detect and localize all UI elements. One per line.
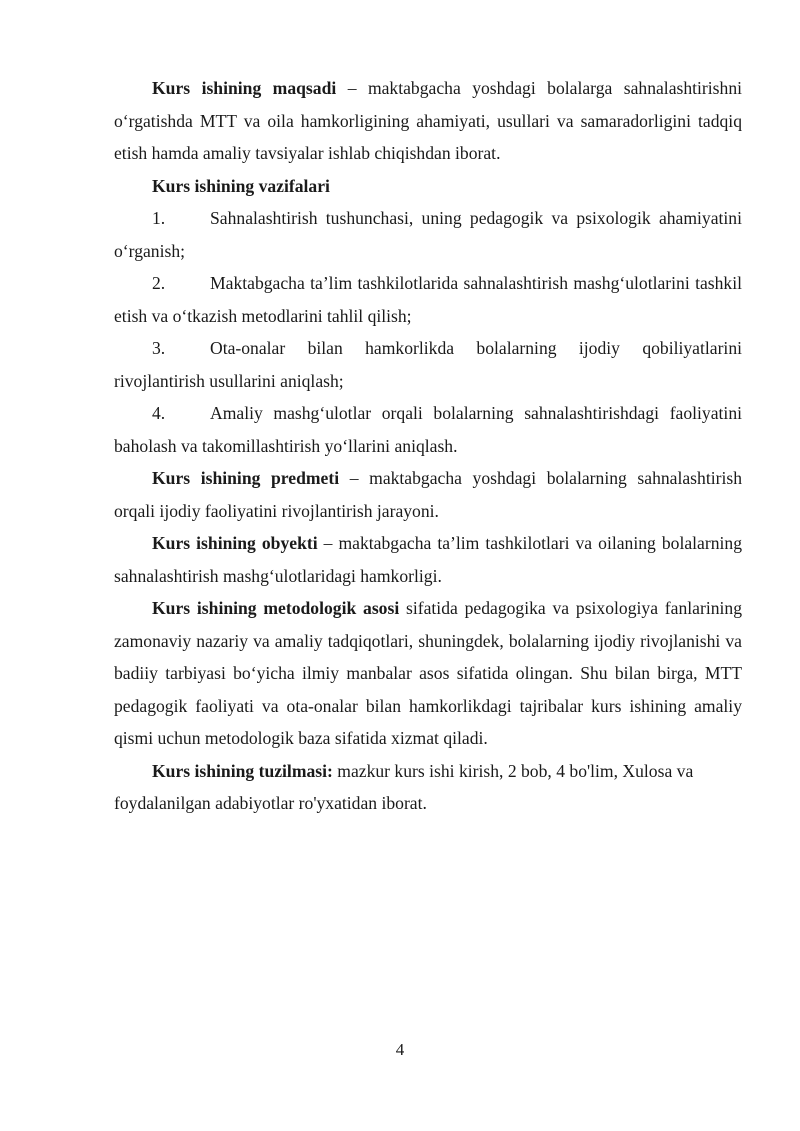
task-text: Maktabgacha ta’lim tashkilotlarida sahnalashtirish mashg‘ulotlarini tashkil etish va o‘tkazish metodlarini tahlil qilish; [114, 273, 742, 326]
paragraph-obyekti [114, 527, 742, 592]
tuzilmasi-text: mazkur kurs ishi kirish, 2 bob, 4 bo'lim, Xulosa va foydalanilgan adabiyotlar ro'yxatidan iborat. [114, 760, 694, 813]
tuzilmasi-lead: Kurs ishining tuzilmasi: [152, 760, 333, 781]
task-number: 4. [152, 403, 166, 423]
metodologik-text: sifatida pedagogika va psixologiya fanlarining zamonaviy nazariy va amaliy tadqiqotlari, shuningdek, bolalarning ijodiy rivojlanishi va badiiy tarbiyasi bo‘yicha ilmiy manbalar asos sifatida olingan. Shu bilan birga, MTT pedagogik faoliyati va ota-onalar bilan hamkorlikdagi tajribalar kurs ishining amaliy qismi uchun metodologik baza sifatida xizmat qiladi. [114, 598, 742, 748]
maqsadi-lead: Kurs ishining maqsadi [152, 78, 337, 98]
maqsadi-text: – maktabgacha yoshdagi bolalarga sahnalashtirishni o‘rgatishda MTT va oila hamkorligining ahamiyati, usullari va samaradorligini tadqiq etish hamda amaliy tavsiyalar ishlab chiqishdan iborat. [114, 78, 743, 163]
paragraph-predmeti [114, 462, 742, 527]
task-number: 1. [152, 208, 166, 228]
task-text: Amaliy mashg‘ulotlar orqali bolalarning sahnalashtirishdagi faoliyatini baholash va takomillashtirish yo‘llarini aniqlash. [114, 403, 742, 456]
metodologik-lead: Kurs ishining metodologik asosi [152, 598, 400, 618]
paragraph-tuzilmasi [114, 755, 742, 820]
task-item-3 [114, 332, 742, 397]
paragraph-maqsadi [114, 72, 742, 170]
task-text: Sahnalashtirish tushunchasi, uning pedagogik va psixologik ahamiyatini o‘rganish; [114, 208, 742, 261]
page-number: 4 [395, 1040, 405, 1059]
task-item-4 [114, 397, 742, 462]
vazifalari-heading: Kurs ishining vazifalari [152, 175, 330, 196]
obyekti-lead: Kurs ishining obyekti [152, 533, 318, 553]
task-item-2 [114, 267, 742, 332]
task-number: 2. [152, 273, 166, 293]
page-body [114, 72, 742, 820]
task-text: Ota-onalar bilan hamkorlikda bolalarning ijodiy qobiliyatlarini rivojlantirish usullarini aniqlash; [114, 338, 742, 391]
predmeti-text: – maktabgacha yoshdagi bolalarning sahnalashtirish orqali ijodiy faoliyatini rivojlantirish jarayoni. [114, 468, 742, 521]
task-item-1 [114, 202, 742, 267]
predmeti-lead: Kurs ishining predmeti [152, 468, 340, 488]
task-number: 3. [152, 338, 166, 358]
paragraph-metodologik [114, 592, 742, 755]
paragraph-vazifalari-heading [114, 170, 742, 203]
obyekti-text: – maktabgacha ta’lim tashkilotlari va oilaning bolalarning sahnalashtirish mashg‘ulotlaridagi hamkorligi. [114, 533, 742, 586]
